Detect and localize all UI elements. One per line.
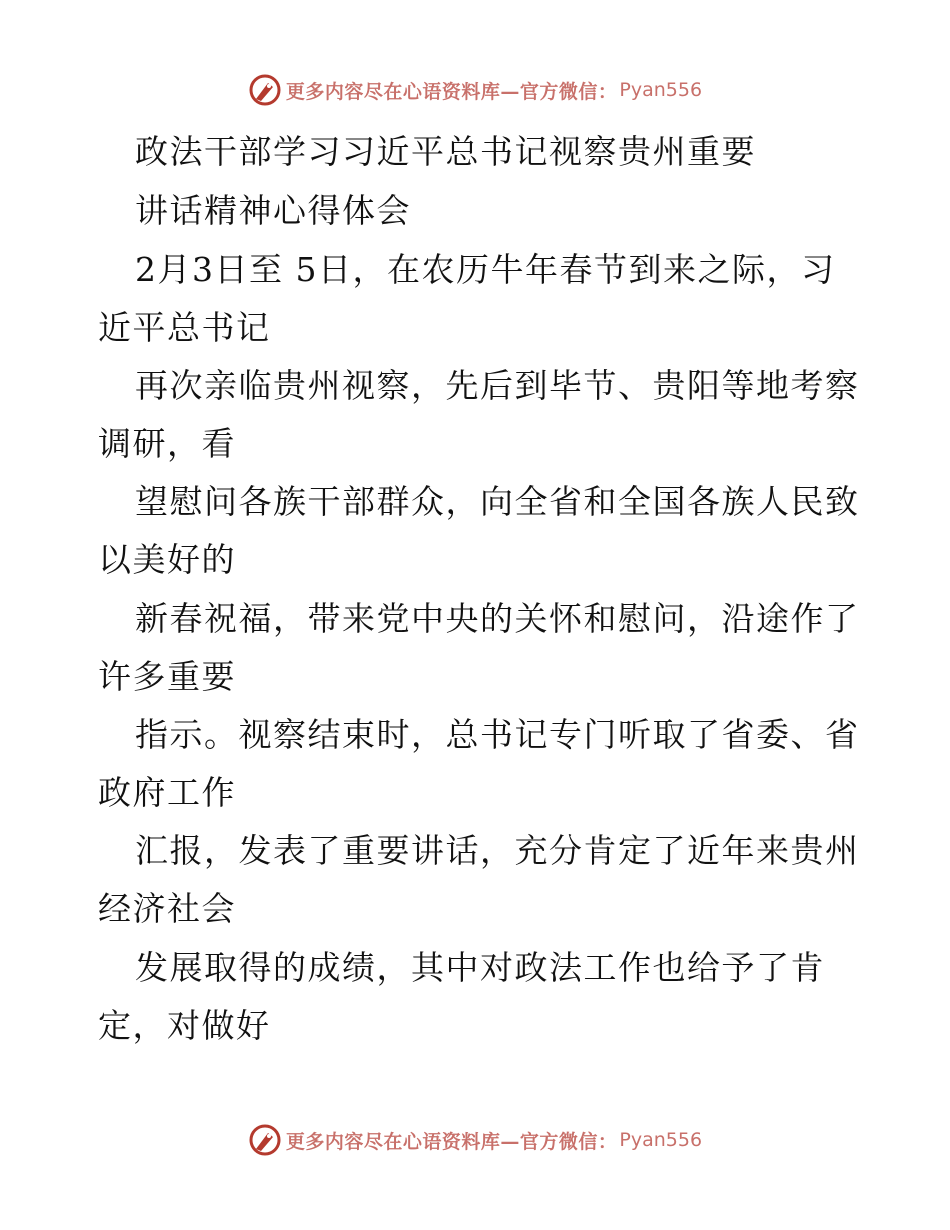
pen-nib-logo-icon [248,1123,282,1157]
footer-wechat-id: Pyan556 [619,1129,703,1151]
text-line: 以美好的 [98,540,236,579]
text-line: 许多重要 [98,657,236,696]
header-site-text: 更多内容尽在心语资料库—官方微信： [285,80,618,103]
text-line: 近平总书记 [98,308,271,347]
text-line: 汇报，发表了重要讲话，充分肯定了近年来贵州 [135,831,860,870]
title-line-2: 讲话精神心得体会 [135,191,411,230]
text-line: 定，对做好 [98,1006,271,1045]
pen-nib-logo-icon [248,73,282,107]
text-line: 调研，看 [98,424,236,463]
text-line: 再次亲临贵州视察，先后到毕节、贵阳等地考察 [135,366,860,405]
text-line: 新春祝福，带来党中央的关怀和慰问，沿途作了 [135,599,860,638]
text-line: 经济社会 [98,889,236,928]
footer-site-text: 更多内容尽在心语资料库—官方微信： [285,1130,618,1153]
text-line: 2月3日至 5日，在农历牛年春节到来之际，习 [135,250,836,289]
text-line: 望慰问各族干部群众，向全省和全国各族人民致 [135,482,860,521]
title-line-1: 政法干部学习习近平总书记视察贵州重要 [135,132,756,171]
text-line: 发展取得的成绩，其中对政法工作也给予了肯 [135,948,825,987]
footer-banner [0,1120,950,1160]
text-line: 政府工作 [98,773,236,812]
text-line: 指示。视察结束时，总书记专门听取了省委、省 [135,715,860,754]
header-banner [0,70,950,110]
header-wechat-id: Pyan556 [619,79,703,101]
